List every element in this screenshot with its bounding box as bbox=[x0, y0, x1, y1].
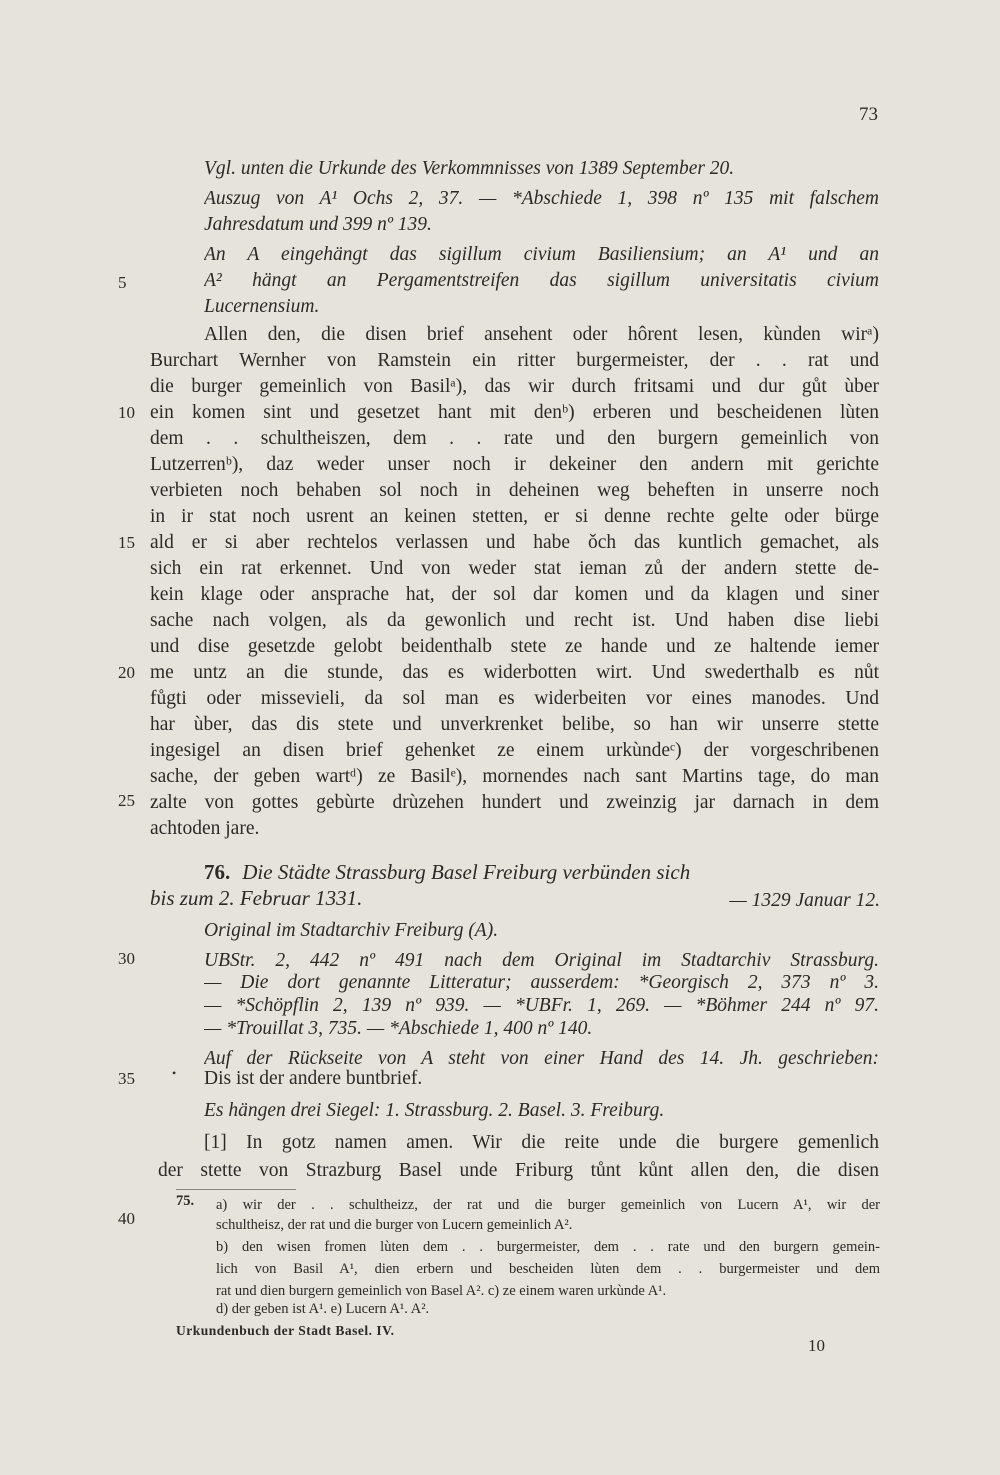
body-line: Burchart Wernher von Ramstein ein ritter burgermeister, der . . rat und bbox=[150, 350, 879, 371]
line-number: 5 bbox=[118, 273, 127, 292]
line-number: 40 bbox=[118, 1209, 135, 1228]
body-line: ald er si aber rechtelos verlassen und habe ǒch das kuntlich gemachet, als bbox=[150, 532, 879, 553]
header-note: Auszug von A¹ Ochs 2, 37. — *Abschiede 1, 398 nº 135 mit falschem bbox=[204, 188, 879, 209]
body-line: die burger gemeinlich von Basilᵃ), das wir durch fritsami und dur gůt ùber bbox=[150, 376, 879, 397]
reference-line: — *Schöpflin 2, 139 nº 939. — *UBFr. 1, 269. — *Böhmer 244 nº 97. bbox=[204, 995, 879, 1016]
header-note: A² hängt an Pergamentstreifen das sigillum universitatis civium bbox=[204, 270, 879, 291]
reference-line: — *Trouillat 3, 735. — *Abschiede 1, 400 nº 140. bbox=[204, 1018, 593, 1039]
section-number: 76. bbox=[204, 860, 231, 884]
footnote-line: d) der geben ist A¹. e) Lucern A¹. A². bbox=[216, 1301, 430, 1317]
body-line: ein komen sint und gesetzet hant mit denᵇ) erberen und bescheidenen lùten bbox=[150, 402, 879, 423]
footnote-line: b) den wisen fromen lùten dem . . burgermeister, dem . . rate und den burgern gemein- bbox=[216, 1239, 880, 1255]
section-date: — 1329 Januar 12. bbox=[729, 890, 880, 911]
imprint: Urkundenbuch der Stadt Basel. IV. bbox=[176, 1323, 395, 1338]
section-title-line1: Die Städte Strassburg Basel Freiburg verbünden sich bbox=[242, 860, 691, 884]
line-number: 20 bbox=[118, 663, 135, 682]
body-line: [1] In gotz namen amen. Wir die reite unde die burgere gemenlich bbox=[204, 1132, 879, 1153]
seals-note: Es hängen drei Siegel: 1. Strassburg. 2. Basel. 3. Freiburg. bbox=[204, 1100, 665, 1121]
line-number: 30 bbox=[118, 949, 135, 968]
body-line: Allen den, die disen brief ansehent oder hôrent lesen, kùnden wirᵃ) bbox=[204, 324, 879, 345]
header-note: An A eingehängt das sigillum civium Basiliensium; an A¹ und an bbox=[204, 244, 879, 265]
body-line: dem . . schultheiszen, dem . . rate und den burgern gemeinlich von bbox=[150, 428, 879, 449]
body-line: und dise gesetzde gelobt beidenthalb stete ze hande und ze haltende iemer bbox=[150, 636, 879, 657]
reference-line: UBStr. 2, 442 nº 491 nach dem Original im Stadtarchiv Strassburg. bbox=[204, 950, 879, 971]
reference-line: — Die dort genannte Litteratur; ausserdem: *Georgisch 2, 373 nº 3. bbox=[204, 972, 879, 993]
body-line: ingesigel an disen brief gehenket ze einem urkùndeᶜ) der vorgeschribenen bbox=[150, 740, 879, 761]
original-note: Original im Stadtarchiv Freiburg (A). bbox=[204, 920, 499, 941]
footnote-line: schultheisz, der rat und die burger von Lucern gemeinlich A². bbox=[216, 1217, 573, 1233]
footnote-label: 75. bbox=[176, 1193, 195, 1209]
footnote-line: lich von Basil A¹, dien erbern und bescheiden lùten dem . . burgermeister und dem bbox=[216, 1261, 880, 1277]
body-line: me untz an die stunde, das es widerbotten wirt. Und swederthalb es nůt bbox=[150, 662, 879, 683]
footnote-line: a) wir der . . schultheizz, der rat und die burger gemeinlich von Lucern A¹, wir der bbox=[216, 1197, 880, 1213]
body-line: achtoden jare. bbox=[150, 818, 260, 839]
line-number: 25 bbox=[118, 791, 135, 810]
line-number: 15 bbox=[118, 533, 135, 552]
line-number: 35 bbox=[118, 1069, 135, 1088]
body-line: zalte von gottes gebùrte drùzehen hundert und zweinzig jar darnach in dem bbox=[150, 792, 879, 813]
body-line: verbieten noch behaben sol noch in deheinen weg beheften in unserre noch bbox=[150, 480, 879, 501]
body-line: har ùber, das dis stete und unverkrenket belibe, so han wir unserre stette bbox=[150, 714, 879, 735]
body-line: sache nach volgen, als da gewonlich und recht ist. Und haben dise liebi bbox=[150, 610, 879, 631]
body-line: kein klage oder ansprache hat, der sol dar komen und da klagen und siner bbox=[150, 584, 879, 605]
verso-note: Auf der Rückseite von A steht von einer Hand des 14. Jh. geschrieben: bbox=[204, 1048, 879, 1069]
header-note: Lucernensium. bbox=[204, 296, 320, 317]
header-note: Vgl. unten die Urkunde des Verkommnisses von 1389 September 20. bbox=[204, 158, 735, 179]
margin-mark: • bbox=[172, 1066, 177, 1080]
verso-text: Dis ist der andere buntbrief. bbox=[204, 1068, 423, 1089]
page-number: 73 bbox=[859, 104, 878, 125]
section-heading bbox=[204, 858, 879, 886]
body-line: Lutzerrenᵇ), daz weder unser noch ir dekeiner den andern mit gerichte bbox=[150, 454, 879, 475]
body-line: der stette von Strazburg Basel unde Friburg tůnt kůnt allen den, die disen bbox=[158, 1160, 879, 1181]
body-line: sich ein rat erkennet. Und von weder stat ieman zů der andern stette de- bbox=[150, 558, 879, 579]
body-line: sache, der geben wartᵈ) ze Basilᵉ), mornendes nach sant Martins tage, do man bbox=[150, 766, 879, 787]
body-line: in ir stat noch usrent an keinen stetten, er si denne rechte gelte oder bürge bbox=[150, 506, 879, 527]
signature-mark: 10 bbox=[808, 1336, 825, 1355]
section-title-line2: bis zum 2. Februar 1331. bbox=[150, 886, 363, 910]
line-number: 10 bbox=[118, 403, 135, 422]
footnote-line: rat und dien burgern gemeinlich von Basel A². c) ze einem waren urkùnde A¹. bbox=[216, 1283, 667, 1299]
body-line: fůgti oder missevieli, da sol man es widerbeiten vor eines manodes. Und bbox=[150, 688, 879, 709]
header-note: Jahresdatum und 399 nº 139. bbox=[204, 214, 432, 235]
